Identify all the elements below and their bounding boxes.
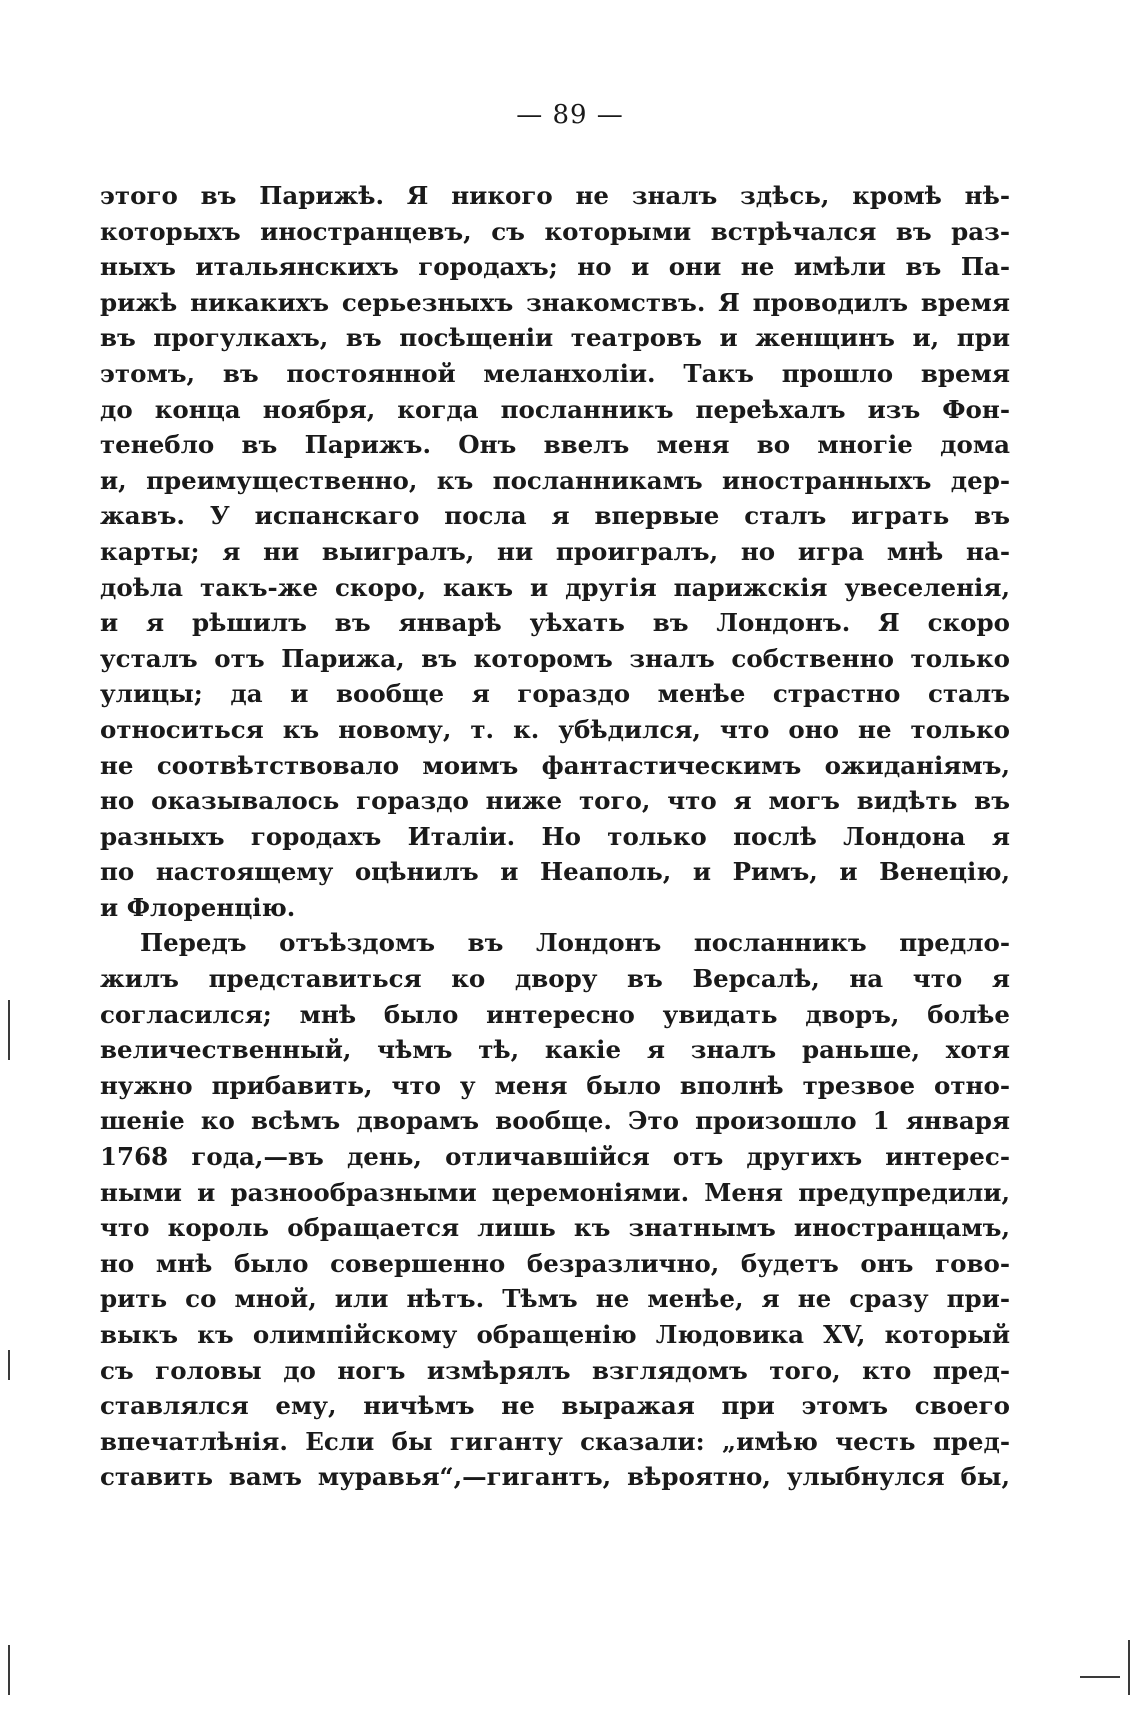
text-line: разныхъ городахъ Италіи. Но только послѣ Лондона я (100, 821, 1010, 851)
text-line: улицы; да и вообще я гораздо менѣе страстно сталъ (100, 679, 1010, 709)
scan-margin-mark (8, 1645, 10, 1695)
text-line: 1768 года,—въ день, отличавшійся отъ другихъ интерес- (100, 1142, 1010, 1172)
paragraph (100, 178, 1010, 925)
text-line: ставить вамъ муравья“,—гигантъ, вѣроятно, улыбнулся бы, (100, 1462, 1010, 1492)
text-line: жавъ. У испанскаго посла я впервые сталъ играть въ (100, 501, 1010, 531)
text-line: доѣла такъ-же скоро, какъ и другія парижскія увеселенія, (100, 572, 1010, 602)
text-line: съ головы до ногъ измѣрялъ взглядомъ того, кто пред- (100, 1355, 1010, 1385)
text-line: впечатлѣнія. Если бы гиганту сказали: „имѣю честь пред- (100, 1426, 1010, 1456)
text-line: что король обращается лишь къ знатнымъ иностранцамъ, (100, 1213, 1010, 1243)
text-line: жилъ представиться ко двору въ Версалѣ, на что я (100, 964, 1010, 994)
text-line: и, преимущественно, къ посланникамъ иностранныхъ дер- (100, 465, 1010, 495)
text-line: которыхъ иностранцевъ, съ которыми встрѣчался въ раз- (100, 216, 1010, 246)
text-line: въ прогулкахъ, въ посѣщеніи театровъ и женщинъ и, при (100, 323, 1010, 353)
text-line: выкъ къ олимпійскому обращенію Людовика XV, который (100, 1320, 1010, 1349)
text-line: рить со мной, или нѣтъ. Тѣмъ не менѣе, я не сразу при- (100, 1284, 1010, 1314)
scan-margin-mark (8, 1350, 10, 1380)
page-number: — 89 — (516, 100, 624, 130)
text-line: но оказывалось гораздо ниже того, что я могъ видѣть въ (100, 786, 1010, 816)
text-line: рижѣ никакихъ серьезныхъ знакомствъ. Я проводилъ время (100, 287, 1010, 317)
text-line: ныхъ итальянскихъ городахъ; но и они не имѣли въ Па- (100, 252, 1010, 282)
scan-margin-mark (8, 1000, 10, 1060)
text-line: этого въ Парижѣ. Я никого не зналъ здѣсь, кромѣ нѣ- (100, 181, 1010, 210)
scan-margin-mark (1080, 1676, 1120, 1678)
text-line: этомъ, въ постоянной меланхоліи. Такъ прошло время (100, 358, 1010, 388)
text-line: шеніе ко всѣмъ дворамъ вообще. Это произошло 1 января (100, 1106, 1010, 1136)
body-text (100, 178, 1010, 1495)
text-line: и Флоренцію. (100, 892, 296, 922)
text-line: усталъ отъ Парижа, въ которомъ зналъ собственно только (100, 643, 1010, 673)
text-line: по настоящему оцѣнилъ и Неаполь, и Римъ, и Венецію, (100, 857, 1010, 887)
scan-margin-mark (1128, 1640, 1130, 1695)
paragraph (100, 925, 1010, 1495)
text-line: но мнѣ было совершенно безразлично, будетъ онъ гово- (100, 1248, 1010, 1278)
text-line: ставлялся ему, ничѣмъ не выражая при этомъ своего (100, 1391, 1010, 1421)
text-line: карты; я ни выигралъ, ни проигралъ, но игра мнѣ на- (100, 536, 1010, 566)
text-line: величественный, чѣмъ тѣ, какіе я зналъ раньше, хотя (100, 1035, 1010, 1065)
text-line: ными и разнообразными церемоніями. Меня предупредили, (100, 1177, 1010, 1207)
text-line: не соотвѣтствовало моимъ фантастическимъ ожиданіямъ, (100, 750, 1010, 780)
text-line: Передъ отъѣздомъ въ Лондонъ посланникъ предло- (140, 928, 1010, 958)
text-line: нужно прибавить, что у меня было вполнѣ трезвое отно- (100, 1070, 1010, 1100)
text-line: согласился; мнѣ было интересно увидать дворъ, болѣе (100, 999, 1010, 1029)
text-line: тенебло въ Парижъ. Онъ ввелъ меня во многіе дома (100, 430, 1010, 460)
text-line: до конца ноября, когда посланникъ переѣхалъ изъ Фон- (100, 394, 1010, 424)
text-line: относиться къ новому, т. к. убѣдился, что оно не только (100, 714, 1010, 744)
text-line: и я рѣшилъ въ январѣ уѣхать въ Лондонъ. Я скоро (100, 608, 1010, 638)
